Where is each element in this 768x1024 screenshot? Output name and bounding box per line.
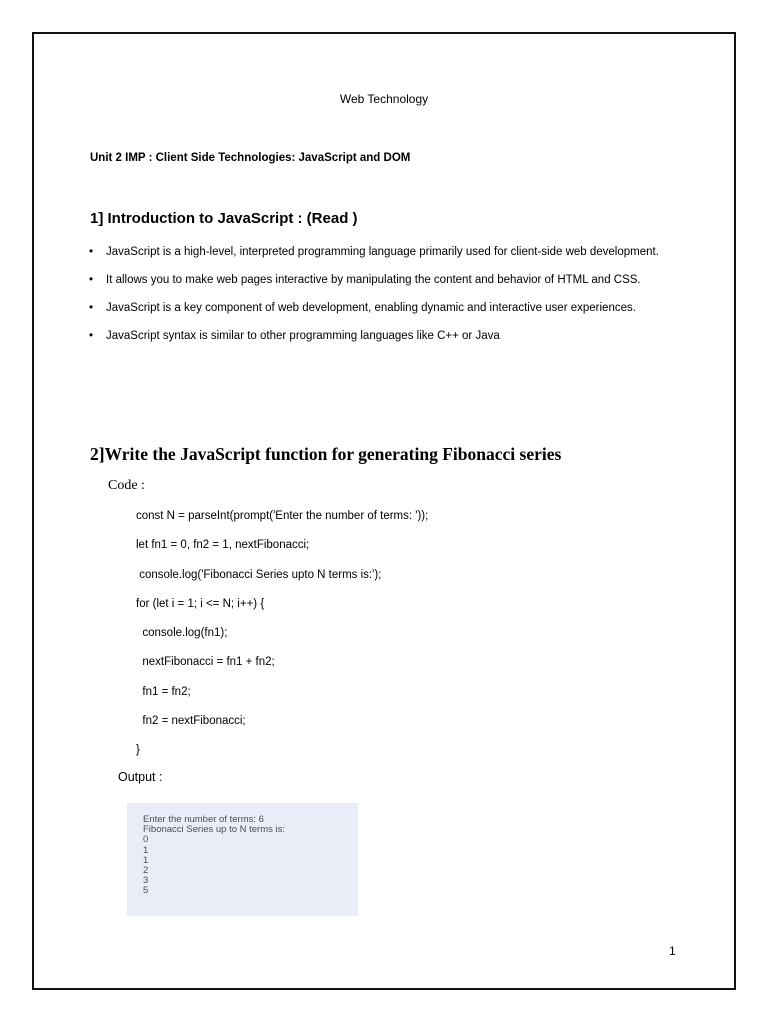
console-line: 0: [143, 834, 149, 846]
code-label: Code :: [108, 478, 145, 493]
bullet-text: JavaScript syntax is similar to other programming languages like C++ or Java: [106, 330, 500, 342]
bullet-text: JavaScript is a key component of web development, enabling dynamic and interactive user experiences.: [106, 302, 636, 314]
code-line: nextFibonacci = fn1 + fn2;: [136, 656, 275, 669]
code-line: for (let i = 1; i <= N; i++) {: [136, 597, 265, 610]
section-heading-fibonacci: 2]Write the JavaScript function for generating Fibonacci series: [90, 444, 562, 464]
bullet-item: [88, 300, 688, 317]
code-line: console.log('Fibonacci Series upto N terms is:');: [136, 568, 382, 581]
console-line: 1: [143, 844, 149, 856]
section-heading-introduction: 1] Introduction to JavaScript : (Read ): [90, 210, 358, 227]
code-line: fn2 = nextFibonacci;: [136, 715, 246, 728]
console-output-screenshot: [127, 803, 358, 916]
code-block: [136, 508, 428, 772]
console-line: 2: [143, 865, 149, 877]
code-line: fn1 = fn2;: [136, 685, 191, 698]
bullet-text: It allows you to make web pages interactive by manipulating the content and behavior of HTML and CSS.: [106, 274, 641, 286]
bullet-item: [88, 328, 688, 345]
document-header-title: Web Technology: [339, 92, 429, 106]
code-line: let fn1 = 0, fn2 = 1, nextFibonacci;: [136, 539, 310, 552]
unit-title: Unit 2 IMP : Client Side Technologies: JavaScript and DOM: [90, 152, 411, 164]
console-line: 5: [143, 885, 149, 897]
bullet-icon: •: [89, 302, 94, 314]
console-line: 3: [143, 875, 149, 887]
output-label: Output :: [118, 770, 163, 784]
bullet-text: JavaScript is a high-level, interpreted programming language primarily used for client-side web development.: [106, 246, 659, 258]
bullet-item: [88, 272, 688, 289]
console-line: 1: [143, 854, 149, 866]
bullet-icon: •: [89, 246, 94, 258]
page-number: 1: [669, 944, 676, 958]
code-line: console.log(fn1);: [136, 627, 228, 640]
console-line: Enter the number of terms: 6: [143, 814, 264, 825]
bullet-item: [88, 244, 688, 261]
bullet-icon: •: [89, 330, 94, 342]
bullet-icon: •: [89, 274, 94, 286]
code-line: }: [136, 744, 140, 757]
console-line: Fibonacci Series up to N terms is:: [143, 824, 286, 836]
introduction-bullet-list: [88, 244, 688, 356]
code-line: const N = parseInt(prompt('Enter the number of terms: '));: [136, 510, 429, 522]
